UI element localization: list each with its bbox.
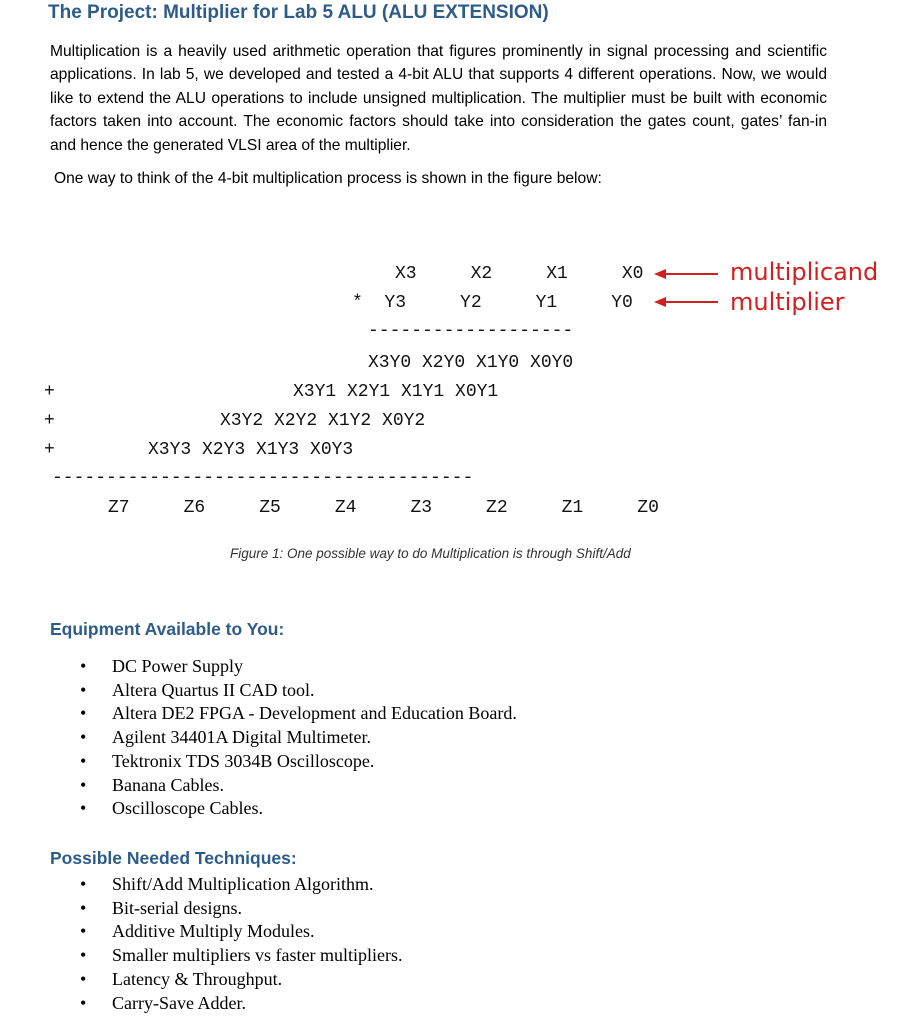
list-item: • DC Power Supply xyxy=(78,655,517,679)
bullet-icon: • xyxy=(80,679,87,700)
list-item: • Shift/Add Multiplication Algorithm. xyxy=(78,873,402,897)
result-row: Z7 Z6 Z5 Z4 Z3 Z2 Z1 Z0 xyxy=(108,498,659,518)
list-item: • Agilent 34401A Digital Multimeter. xyxy=(78,726,517,750)
bullet-icon: • xyxy=(80,945,87,966)
plus-sign: + xyxy=(44,440,55,460)
bullet-icon: • xyxy=(80,874,87,894)
partial-product-0: X3Y0 X2Y0 X1Y0 X0Y0 xyxy=(368,353,574,373)
multiplicand-arrow-icon xyxy=(654,269,718,279)
short-divider: ------------------- xyxy=(368,321,574,341)
list-item: • Latency & Throughput. xyxy=(78,968,402,992)
equipment-list xyxy=(78,655,517,821)
bullet-icon: • xyxy=(80,750,87,771)
plus-sign: + xyxy=(44,382,55,402)
bullet-icon: • xyxy=(80,921,87,942)
partial-product-3: X3Y3 X2Y3 X1Y3 X0Y3 xyxy=(148,440,354,460)
techniques-list xyxy=(78,873,402,1015)
list-item: • Additive Multiply Modules. xyxy=(78,920,402,944)
list-item: • Carry-Save Adder. xyxy=(78,992,402,1016)
bullet-icon: • xyxy=(80,968,87,989)
list-item: • Smaller multipliers vs faster multipliers. xyxy=(78,944,402,968)
partial-product-1: X3Y1 X2Y1 X1Y1 X0Y1 xyxy=(293,382,499,402)
list-item: • Tektronix TDS 3034B Oscilloscope. xyxy=(78,750,517,774)
bullet-icon: • xyxy=(80,798,87,819)
figure-intro: One way to think of the 4-bit multiplication process is shown in the figure below: xyxy=(54,170,602,187)
multiplicand-row: X3 X2 X1 X0 xyxy=(395,264,644,284)
bullet-icon: • xyxy=(80,897,87,918)
project-description: Multiplication is a heavily used arithmetic operation that figures prominently in signal processing and scientific applications. In lab 5, we developed and tested a 4-bit ALU that supports 4 different operations. Now, we would like to extend the ALU operations to include unsigned multiplication. The multiplier must be built with economic factors taken into account. The economic factors should take into consideration the gates count, gates’ fan-in and hence the generated VLSI area of the multiplier. xyxy=(50,43,827,154)
multiplicand-label: multiplicand xyxy=(730,258,879,286)
arrow-icons xyxy=(652,264,722,308)
multiplier-row: * Y3 Y2 Y1 Y0 xyxy=(352,293,633,313)
bullet-icon: • xyxy=(80,992,87,1013)
multiplier-arrow-icon xyxy=(654,297,718,307)
list-item: • Altera DE2 FPGA - Development and Education Board. xyxy=(78,702,517,726)
partial-product-2: X3Y2 X2Y2 X1Y2 X0Y2 xyxy=(220,411,426,431)
page-title: The Project: Multiplier for Lab 5 ALU (ALU EXTENSION) xyxy=(48,2,549,23)
list-item: • Altera Quartus II CAD tool. xyxy=(78,679,517,703)
bullet-icon: • xyxy=(80,703,87,724)
bullet-icon: • xyxy=(80,727,87,748)
list-item: • Oscilloscope Cables. xyxy=(78,797,517,821)
plus-sign: + xyxy=(44,411,55,431)
list-item: • Bit-serial designs. xyxy=(78,897,402,921)
long-divider: --------------------------------------- xyxy=(52,468,474,488)
figure-caption: Figure 1: One possible way to do Multiplication is through Shift/Add xyxy=(230,546,631,561)
multiplier-label: multiplier xyxy=(730,288,845,316)
equipment-heading: Equipment Available to You: xyxy=(50,619,285,639)
list-item: • Banana Cables. xyxy=(78,774,517,798)
bullet-icon: • xyxy=(80,656,87,676)
techniques-heading: Possible Needed Techniques: xyxy=(50,848,297,868)
bullet-icon: • xyxy=(80,774,87,795)
